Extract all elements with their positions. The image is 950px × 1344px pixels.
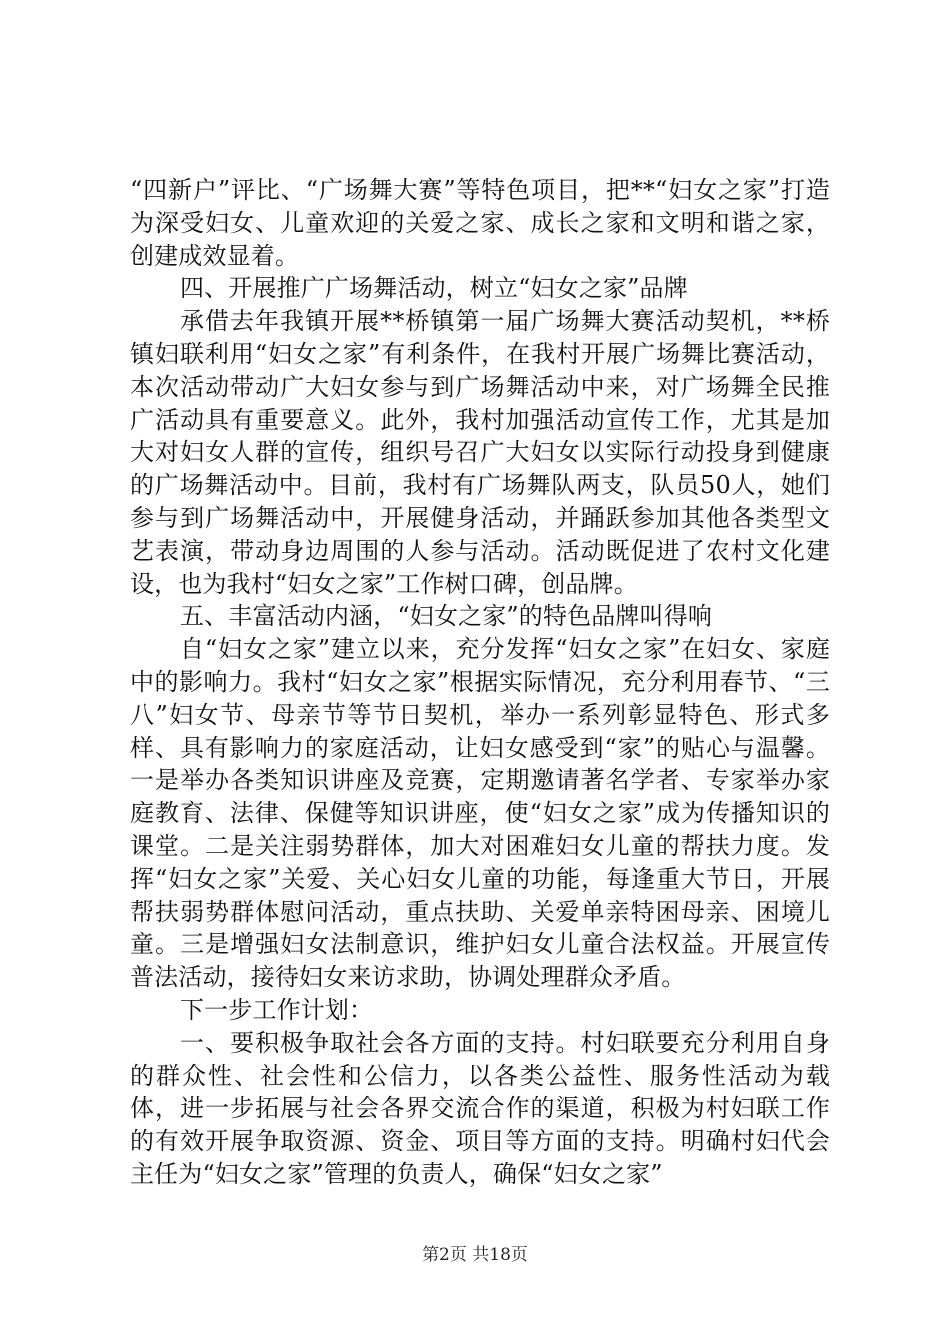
- page-footer: 第2页 共18页: [422, 1245, 528, 1265]
- paragraph-7: 一、要积极争取社会各方面的支持。村妇联要充分利用自身的群众性、社会性和公信力，以各类公益性、服务性活动为载体，进一步拓展与社会各界交流合作的渠道，积极为村妇联工作的有效开展争取资源、资金、项目等方面的支持。明确村妇代会主任为“妇女之家”管理的负责人，确保“妇女之家”: [130, 1028, 830, 1188]
- next-plan-heading: 下一步工作计划：: [180, 995, 374, 1024]
- paragraph-5: 自“妇女之家”建立以来，充分发挥“妇女之家”在妇女、家庭中的影响力。我村“妇女之家”根据实际情况，充分利用春节、“三八”妇女节、母亲节等节日契机，举办一系列彰显特色、形式多样、具有影响力的家庭活动，让妇女感受到“家”的贴心与温馨。一是举办各类知识讲座及竞赛，定期邀请著名学者、专家举办家庭教育、法律、保健等知识讲座，使“妇女之家”成为传播知识的课堂。二是关注弱势群体，加大对困难妇女儿童的帮扶力度。发挥“妇女之家”关爱、关心妇女儿童的功能，每逢重大节日，开展帮扶弱势群体慰问活动，重点扶助、关爱单亲特困母亲、困境儿童。三是增强妇女法制意识，维护妇女儿童合法权益。开展宣传普法活动，接待妇女来访求助，协调处理群众矛盾。: [130, 635, 830, 992]
- section-heading-5: 五、丰富活动内涵，“妇女之家”的特色品牌叫得响: [180, 602, 712, 631]
- paragraph-3: 承借去年我镇开展**桥镇第一届广场舞大赛活动契机，**桥镇妇联利用“妇女之家”有利条件，在我村开展广场舞比赛活动，本次活动带动广大妇女参与到广场舞活动中来，对广场舞全民推广活动具有重要意义。此外，我村加强活动宣传工作，尤其是加大对妇女人群的宣传，组织号召广大妇女以实际行动投身到健康的广场舞活动中。目前，我村有广场舞队两支，队员50人，她们参与到广场舞活动中，开展健身活动，并踊跃参加其他各类型文艺表演，带动身边周围的人参与活动。活动既促进了农村文化建设，也为我村“妇女之家”工作树口碑，创品牌。: [130, 307, 830, 598]
- paragraph-1: “四新户”评比、“广场舞大赛”等特色项目，把**“妇女之家”打造为深受妇女、儿童欢迎的关爱之家、成长之家和文明和谐之家，创建成效显着。: [130, 176, 830, 270]
- section-heading-4: 四、开展推广广场舞活动，树立“妇女之家”品牌: [180, 274, 688, 303]
- document-body: [130, 174, 830, 1191]
